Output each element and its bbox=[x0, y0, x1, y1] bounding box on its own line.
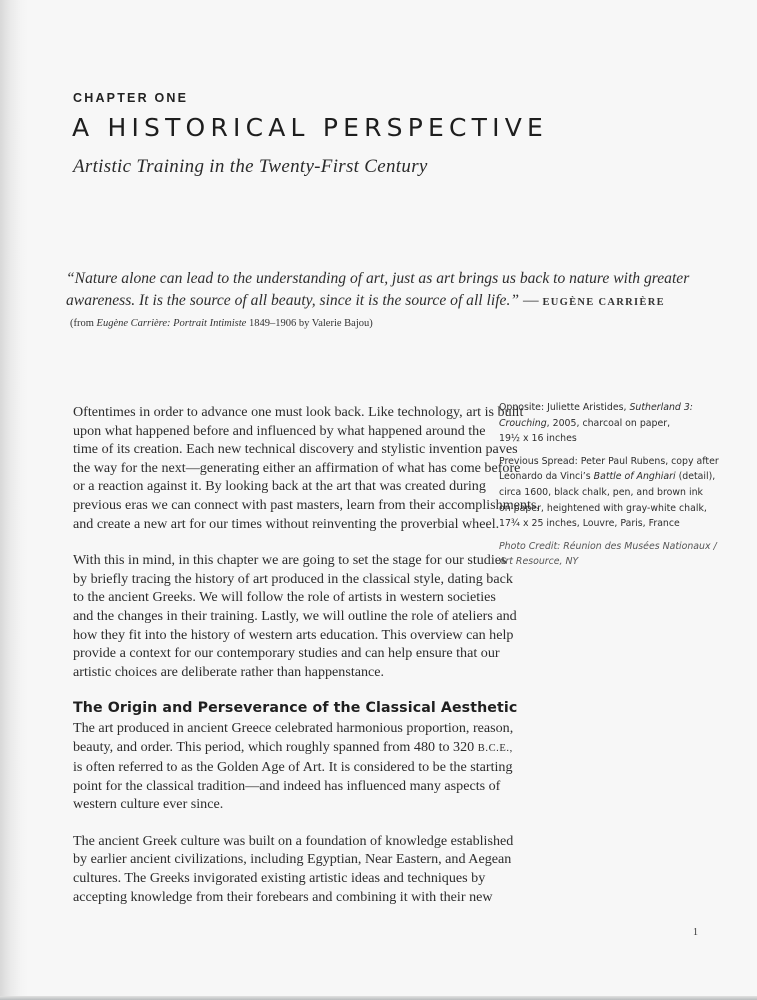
photo-credit bbox=[499, 539, 724, 570]
text-line: upon what happened before and influenced by what happened around the bbox=[73, 422, 486, 439]
caption-line bbox=[499, 400, 724, 416]
text-line: point for the classical tradition—and indeed has influenced many aspects of bbox=[73, 777, 501, 794]
epigraph-dash: — bbox=[519, 292, 543, 309]
text-line-part: beauty, and order. This period, which roughly spanned from 480 to 320 bbox=[73, 738, 478, 755]
text-line: With this in mind, in this chapter we are going to set the stage for our studies bbox=[73, 552, 507, 569]
paragraph-2 bbox=[73, 551, 517, 681]
text-line: how they fit into the history of western arts education. This overview can help bbox=[73, 626, 514, 643]
text-line: and create a new art for our times without reinventing the proverbial wheel. bbox=[73, 515, 500, 532]
image-captions bbox=[499, 400, 724, 577]
era-abbreviation: B.C.E., bbox=[477, 742, 513, 754]
text-line: time of its creation. Each new technical discovery and stylistic invention paves bbox=[73, 441, 518, 458]
text-line: Oftentimes in order to advance one must look back. Like technology, art is built bbox=[73, 404, 524, 420]
section-heading: The Origin and Perseverance of the Classical Aesthetic bbox=[73, 700, 518, 717]
caption-previous-spread bbox=[499, 454, 724, 532]
text-line: western culture ever since. bbox=[73, 796, 224, 813]
caption-line bbox=[499, 469, 724, 485]
text-line: accepting knowledge from their forebears and combining it with their new bbox=[73, 888, 493, 905]
caption-line: 17¾ x 25 inches, Louvre, Paris, France bbox=[499, 518, 680, 530]
source-title: Eugène Carrière: Portrait Intimiste bbox=[96, 318, 247, 329]
source-suffix: 1849–1906 by Valerie Bajou) bbox=[246, 318, 373, 329]
text-line: artistic choices are deliberate rather than happenstance. bbox=[73, 663, 385, 680]
artwork-title: Crouching bbox=[499, 417, 547, 429]
epigraph-line-2: awareness. It is the source of all beauty, since it is the source of all life.” bbox=[66, 292, 520, 309]
caption-text: Leonardo da Vinci’s bbox=[499, 471, 594, 483]
caption-line: Previous Spread: Peter Paul Rubens, copy after bbox=[499, 455, 719, 467]
text-line bbox=[73, 738, 513, 759]
caption-opposite bbox=[499, 400, 724, 447]
caption-line: on paper, heightened with gray-white chalk, bbox=[499, 502, 707, 514]
epigraph-author: EUGÈNE CARRIÈRE bbox=[542, 297, 665, 308]
caption-line bbox=[499, 416, 724, 432]
text-line: the way for the next—generating either an affirmation of what has come before bbox=[73, 459, 521, 476]
text-line: by briefly tracing the history of art produced in the classical style, dating back bbox=[73, 570, 513, 587]
artwork-title: Sutherland 3: bbox=[629, 402, 693, 413]
text-line: or a reaction against it. By looking back at the art that was created during bbox=[73, 478, 486, 495]
text-line: by earlier ancient civilizations, including Egyptian, Near Eastern, and Aegean bbox=[73, 851, 512, 868]
page-number: 1 bbox=[693, 927, 698, 938]
book-gutter-shadow bbox=[0, 0, 28, 996]
text-line: cultures. The Greeks invigorated existing artistic ideas and techniques by bbox=[73, 870, 486, 887]
text-line: and the changes in their training. Lastly, we will outline the role of ateliers and bbox=[73, 607, 517, 624]
paragraph-3 bbox=[73, 719, 514, 814]
paragraph-4 bbox=[73, 832, 514, 906]
caption-line: circa 1600, black chalk, pen, and brown ink bbox=[499, 486, 703, 498]
caption-text: Opposite: Juliette Aristides, bbox=[499, 402, 630, 413]
text-line: The art produced in ancient Greece celebrated harmonious proportion, reason, bbox=[73, 719, 514, 736]
text-line: to the ancient Greeks. We will follow the role of artists in western societies bbox=[73, 589, 496, 606]
artwork-title: Battle of Anghiari bbox=[593, 471, 676, 483]
text-line: previous eras we can connect with past masters, learn from their accomplishments, bbox=[73, 496, 540, 513]
epigraph bbox=[66, 268, 716, 314]
chapter-subtitle: Artistic Training in the Twenty-First Century bbox=[73, 156, 428, 177]
caption-line: Photo Credit: Réunion des Musées Nationaux / bbox=[499, 540, 717, 552]
text-line: The ancient Greek culture was built on a foundation of knowledge established bbox=[73, 832, 514, 849]
caption-line: 19½ x 16 inches bbox=[499, 433, 577, 445]
text-line: is often referred to as the Golden Age of Art. It is considered to be the starting bbox=[73, 759, 513, 776]
text-line: provide a context for our contemporary studies and can help ensure that our bbox=[73, 645, 500, 662]
epigraph-line-1: “Nature alone can lead to the understanding of art, just as art brings us back to nature with greater bbox=[66, 270, 690, 287]
page-bottom-edge bbox=[0, 996, 757, 1000]
caption-text: , 2005, charcoal on paper, bbox=[546, 417, 671, 429]
source-prefix: (from bbox=[70, 318, 97, 329]
caption-text: (detail), bbox=[675, 471, 716, 483]
chapter-label: CHAPTER ONE bbox=[73, 91, 189, 105]
chapter-title: A HISTORICAL PERSPECTIVE bbox=[72, 113, 548, 142]
caption-line: Art Resource, NY bbox=[499, 556, 579, 568]
epigraph-source bbox=[70, 318, 373, 329]
